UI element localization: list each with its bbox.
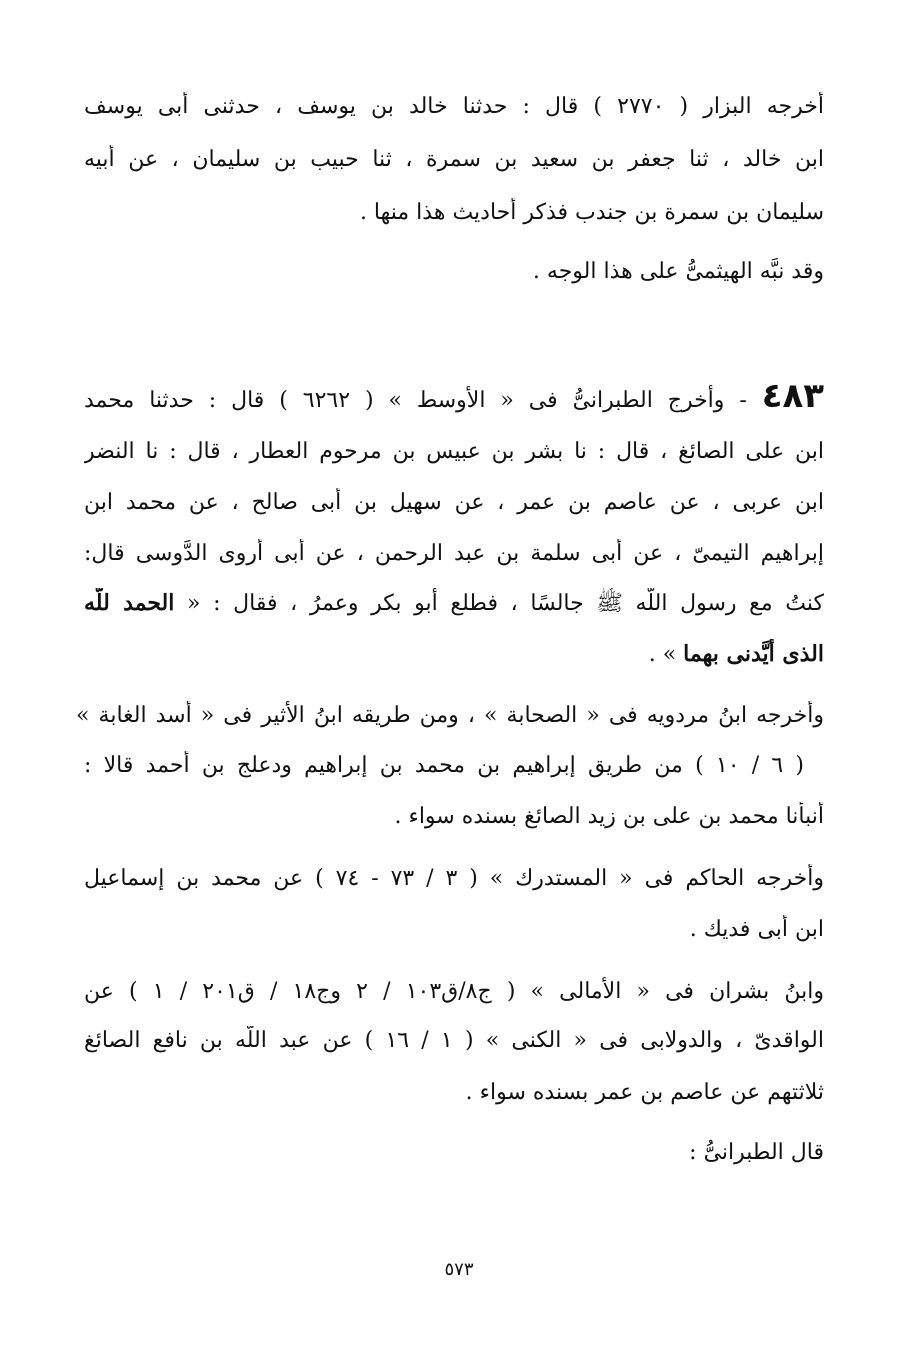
- hadith-matn-line: [84, 639, 824, 670]
- text-line: وأخرجه الحاكم فى « المستدرك » ( ٣ / ٧٣ - ٧٤ ) عن محمد بن إسماعيل: [84, 866, 824, 891]
- hadith-matn-line: [84, 588, 824, 619]
- text-line: ابن على الصائغ ، قال : نا بشر بن عبيس بن مرحوم العطار ، قال : نا النضر: [84, 439, 824, 464]
- matn-text: » .: [648, 642, 677, 667]
- page-number: ٥٧٣: [444, 1259, 474, 1280]
- text-line: ابن أبى فديك .: [689, 917, 824, 942]
- text-line: الواقدىّ ، والدولابى فى « الكنى » ( ١ / ١٦ ) عن عبد اللَّه بن نافع الصائغ: [84, 1028, 824, 1053]
- text-line: ثلاثتهم عن عاصم بن عمر بسنده سواء .: [465, 1080, 824, 1105]
- text-line: وابنُ بشران فى « الأمالى » ( ج٨/ق١٠٣ / ٢ وج١٨ / ق٢٠١ / ١ ) عن: [84, 979, 824, 1004]
- hadith-intro: - وأخرج الطبرانىُّ فى « الأوسط » ( ٦٢٦٢ ) قال : حدثنا محمد: [84, 388, 747, 413]
- hadith-number: ٤٨٣: [761, 376, 824, 416]
- matn-text: كنتُ مع رسول اللَّه ﷺ جالسًا ، فطلع أبو بكر وعمرُ ، فقال : «: [187, 591, 824, 616]
- text-line: وقد نبَّه الهيثمىُّ على هذا الوجه .: [532, 259, 824, 284]
- text-line: ابن عربى ، عن عاصم بن عمر ، عن سهيل بن أبى صالح ، عن محمد ابن: [84, 490, 824, 515]
- matn-bold: الحمد للَّه: [84, 590, 175, 616]
- text-line: ( ٦ / ١٠ ) من طريق إبراهيم بن محمد بن إبراهيم ودعلج بن أحمد قالا :: [84, 753, 804, 778]
- text-line: أنبأنا محمد بن على بن زيد الصائغ بسنده سواء .: [394, 804, 824, 829]
- text-line: سليمان بن سمرة بن جندب فذكر أحاديث هذا منها .: [359, 200, 824, 225]
- text-line: قال الطبرانىُّ :: [689, 1140, 824, 1165]
- text-line: ابن خالد ، ثنا جعفر بن سعيد بن سمرة ، ثنا حبيب بن سليمان ، عن أبيه: [84, 147, 824, 172]
- text-line: إبراهيم التيمىّ ، عن أبى سلمة بن عبد الرحمن ، عن أبى أروى الدَّوسى قال:: [84, 541, 824, 566]
- matn-bold: الذى أيَّدنى بهما: [683, 641, 824, 667]
- hadith-heading-line: [84, 376, 824, 421]
- text-line: أخرجه البزار ( ٢٧٧٠ ) قال : حدثنا خالد بن يوسف ، حدثنى أبى يوسف: [84, 94, 824, 119]
- text-line: وأخرجه ابنُ مردويه فى « الصحابة » ، ومن طريقه ابنُ الأثير فى « أسد الغابة »: [76, 703, 824, 728]
